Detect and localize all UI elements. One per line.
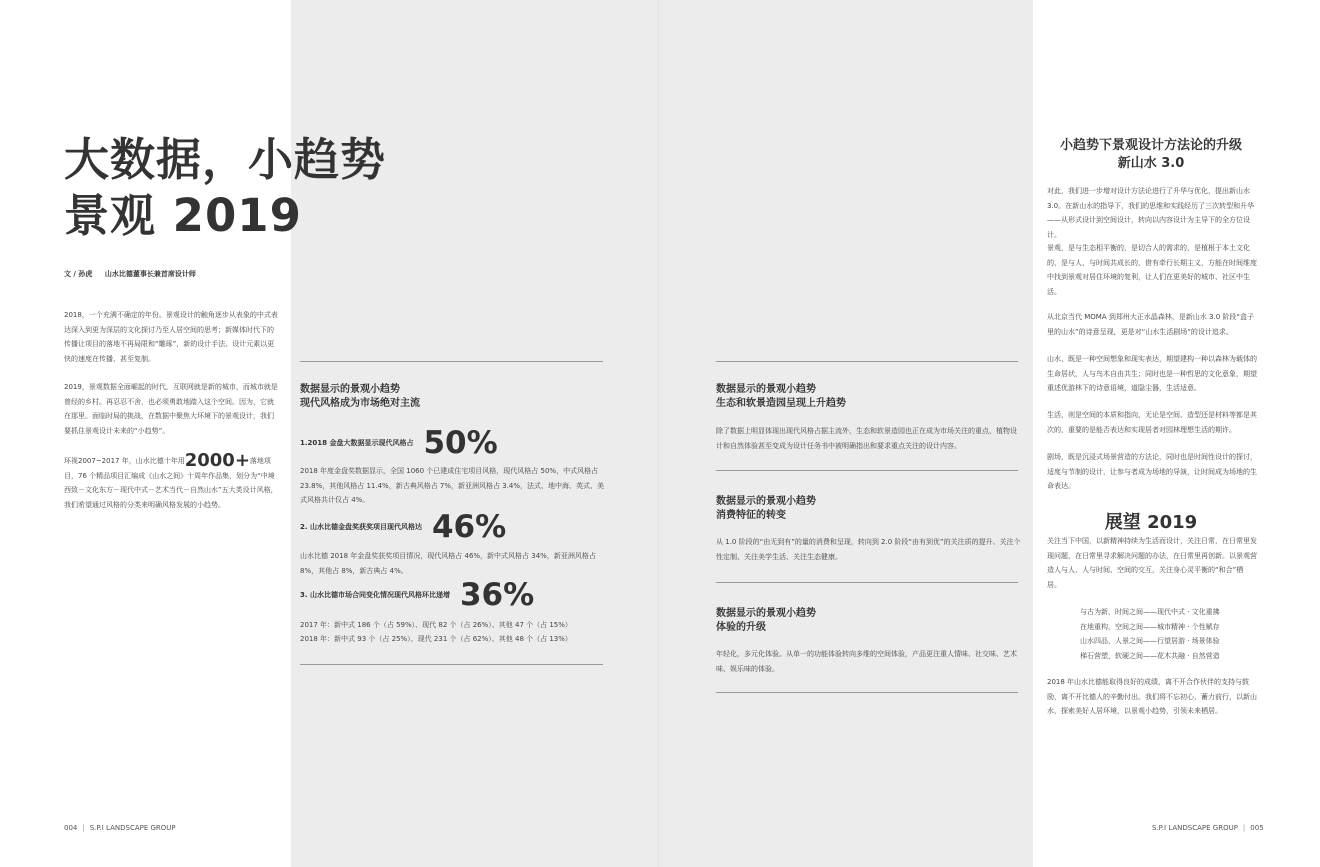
folio-right	[1152, 824, 1264, 832]
methodology-title-line-2: 新山水 3.0	[1117, 156, 1185, 171]
trend-1-text: 除了数据上明显体现出现代风格占据主流外，生态和软景造园也正在成为市场关注的重点，植物设计和自然体验甚至变成为设计任务书中被明确指出和要求重点关注的设计内容。	[716, 427, 1017, 450]
folio-left-brand: S.P.I LANDSCAPE GROUP	[89, 824, 176, 832]
intro-paragraph-2: 2019，景观数据全面崛起的时代，互联网就是新的城市，而城市就是曾经的乡村。再忍忍不舍，也必须勇敢地踏入这个空间。因为，它就在那里。面临时局的挑战，在数据中聚焦大环境下的景观设计，我们要抓住景观设计未来的“小趋势”。	[64, 383, 278, 435]
divider-rule	[300, 664, 603, 665]
methodology-paragraph-6: 剧场，既是沉浸式场景营造的方法论，同时也是时间性设计的探讨，适度与节制的设计，让参与者成为场地的导演，让时间成为场地的生命表达。	[1047, 453, 1257, 490]
outlook-verse	[1080, 605, 1220, 663]
verse-line-2: 在地重构，空间之间——城市精神 · 个性赋存	[1080, 622, 1220, 631]
project-count-highlight: 2000+	[184, 450, 250, 471]
methodology-paragraph-5: 生活，则是空间的本质和指向，无论是空间、造型还是材料等都是其次的，重要的是能否表达和实现居者对园林理想生活的期许。	[1047, 411, 1257, 434]
stat-row-1	[300, 425, 498, 461]
stat-3-line-1: 2017 年：新中式 186 个（占 59%）、现代 82 个（占 26%）、其他 47 个（占 15%）	[300, 621, 572, 629]
methodology-paragraph-2: 景观，是与生态相平衡的，是切合人的需求的，是植根于本土文化的，是与人、与时间共成长的，借有牵行长期主义，方能在时间维度中找到景观对居住环境的复利，让人们在更美好的城市、社区中生活。	[1047, 244, 1257, 296]
author-name: 文 / 孙虎	[64, 270, 93, 278]
stat-3-percentage: 36%	[459, 577, 535, 613]
verse-line-3: 山水四品，人景之间——行望居游 · 场景体验	[1080, 637, 1220, 645]
divider-rule	[300, 361, 603, 362]
stat-2-description: 山水比德 2018 年金盘奖获奖项目情况，现代风格占 46%，新中式风格占 34%，新亚洲风格占 8%，其他占 8%，新古典占 4%。	[300, 552, 596, 575]
trend-3-heading-line-2: 体验的升级	[716, 622, 766, 633]
folio-right-page-number: 005	[1250, 824, 1264, 832]
methodology-title-line-1: 小趋势下景观设计方法论的升级	[1059, 138, 1242, 153]
folio-left-page-number: 004	[64, 824, 78, 832]
divider-rule	[716, 692, 1018, 693]
trend-2-heading-line-2: 消费特征的转变	[716, 510, 786, 521]
divider-rule	[716, 470, 1018, 471]
verse-line-1: 与古为新，时间之间——现代中式 · 文化重拂	[1080, 608, 1220, 616]
closing-paragraph: 2018 年山水比德能取得良好的成绩，离不开合作伙伴的支持与鼓励，离不开比德人的辛勤付出。我们将不忘初心，蓄力前行，以新山水，探索美好人居环境，以景观小趋势，引领未来栖居。	[1047, 678, 1257, 715]
trend-1-heading	[716, 383, 846, 411]
stat-3-line-2: 2018 年：新中式 93 个（占 25%）、现代 231 个（占 62%）、其他 48 个（占 13%）	[300, 635, 572, 643]
stat-row-2	[300, 509, 506, 545]
folio-left	[64, 824, 176, 832]
methodology-title	[1040, 137, 1262, 173]
stat-1-label: 1.2018 金盘大数据显示现代风格占	[300, 439, 414, 447]
intro-paragraph-3	[64, 450, 278, 512]
folio-separator: |	[82, 824, 85, 832]
folio-separator: |	[1242, 824, 1246, 832]
intro-paragraph-3-post: 落地项目，76 个精品项目汇编成《山水之间》十周年作品集，划分为“中境西致－文化东方－现代中式－艺术当代－自然山水”五大类设计风格，我们希望通过风格的分类来明确风格发展的小趋势。	[64, 457, 278, 509]
trend-3-text: 年轻化，多元化体验。从单一的功能体验转向多维的空间体验，产品更注重人情味、社交味、艺术味、娱乐味的体验。	[716, 650, 1017, 673]
outlook-title: 展望 2019	[1104, 512, 1198, 533]
intro-paragraph-1: 2018，一个充满不确定的年份。景观设计的触角逐步从表象的中式表达深入到更为深层的文化探讨乃至人居空间的思考；新媒体时代下的传播让项目的落地不再局限和“雕琢”，新的设计手法、设计元素以更快的速度在传播、甚至复制。	[64, 311, 278, 363]
author-byline	[64, 269, 196, 279]
stat-3-label: 3. 山水比德市场合同变化情况现代风格环比递增	[300, 591, 450, 599]
stat-2-percentage: 46%	[431, 509, 507, 545]
divider-rule	[716, 361, 1018, 362]
trend-2-heading-line-1: 数据显示的景观小趋势	[716, 496, 816, 507]
stats-heading-line-2: 现代风格成为市场绝对主流	[300, 398, 420, 409]
trend-3-heading-line-1: 数据显示的景观小趋势	[716, 608, 816, 619]
verse-line-4: 梯石营塑，软硬之间——花木共融 · 自然营造	[1080, 651, 1220, 660]
stat-2-label: 2. 山水比德金盘奖获奖项目现代风格达	[300, 523, 422, 531]
article-title-line-1: 大数据，小趋势	[64, 133, 387, 186]
trend-3-heading	[716, 607, 816, 635]
stat-row-3	[300, 577, 534, 613]
stats-heading-line-1: 数据显示的景观小趋势	[300, 384, 400, 395]
stats-heading	[300, 383, 420, 411]
trend-1-heading-line-1: 数据显示的景观小趋势	[716, 384, 816, 395]
methodology-paragraph-1: 对此，我们进一步增对设计方法论进行了升华与优化，提出新山水 3.0。在新山水的指导下，我们的思维和实践经历了三次转型和升华——从形式设计到空间设计，转向以内容设计为主导下的全方位设计。	[1047, 187, 1255, 239]
trend-2-heading	[716, 495, 816, 523]
trend-1-heading-line-2: 生态和软景造园呈现上升趋势	[716, 398, 846, 409]
intro-paragraph-3-pre: 环视2007~2017 年，山水比德十年用	[64, 457, 185, 465]
folio-right-brand: S.P.I LANDSCAPE GROUP	[1152, 824, 1238, 832]
methodology-paragraph-4: 山水，既是一种空间想象和现实表达，期望建构一种以森林为载体的生命居状，人与鸟木自由共生；同时也是一种哲思的文化意象，期望重述优游林下的诗意语境，道隐尘器，生活适意。	[1047, 355, 1257, 392]
trend-2-text: 从 1.0 阶段的“由无到有”的量的消费和呈现，转向到 2.0 阶段“由有到优”的关注质的提升、关注个性定制、关注美学生活、关注生态健康。	[716, 538, 1021, 561]
stat-1-description: 2018 年度金盘奖数据显示，全国 1060 个已建成住宅项目风格，现代风格占 50%，中式风格占 23.8%，其他风格占 11.4%，新古典风格占 7%，新亚洲风格占 3.4%，法式、地中海、英式、美式风格共计仅占 4%。	[300, 467, 605, 504]
stat-1-percentage: 50%	[423, 425, 498, 461]
divider-rule	[716, 582, 1018, 583]
author-role: 山水比德董事长兼首席设计师	[104, 270, 196, 278]
outlook-paragraph: 关注当下中国，以新精神持续为生活而设计，关注日常，在日常里发现问题，在日常里寻求解决问题的办法，在日常里再创新。以景观营造人与人、人与时间、空间的交互，关注身心灵平衡的“和合”栖居。	[1047, 537, 1257, 589]
article-title-line-2: 景观 2019	[64, 189, 302, 242]
page-gutter	[658, 0, 659, 867]
methodology-paragraph-3: 从北京当代 MOMA 到郑州大正水晶森林，是新山水 3.0 阶段“盒子里的山水”的诗意呈现，更是对“山水生活剧场”的设计追求。	[1047, 313, 1255, 336]
article-title	[64, 132, 386, 244]
